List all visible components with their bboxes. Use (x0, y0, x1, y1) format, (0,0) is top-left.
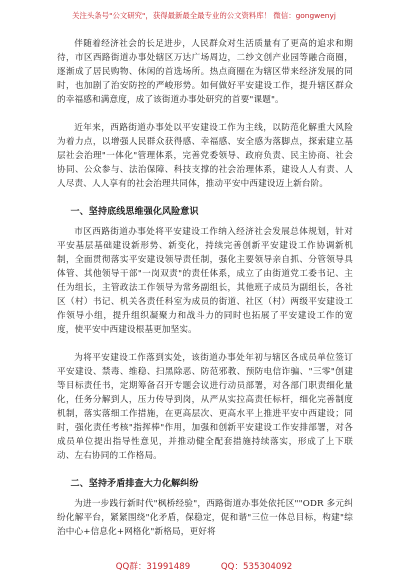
intro-paragraph: 伴随着经济社会的长足进步，人民群众对生活质量有了更高的追求和期待，市区西路街道办事处辖区万达广场周边，二纱文创产业园等融合商圈，逐渐成了居民购物、休闲的首选场所。热点商圈在为辖区带来经济发展的同时，也加剧了治安防控的严峻形势。如何做好平安建设工作，提升辖区群众的幸福感和满意度，成了该街道办事处研究的首要"课题"。 (57, 39, 353, 105)
footer-contact (0, 560, 408, 572)
overview-paragraph: 近年来，西路街道办事处以平安建设工作为主线，以防范化解重大风险为着力点，以增强人民群众获得感、幸福感、安全感为落脚点，探索建立基层社会治理"一体化"管理体系，完善党委领导、政府负责、民主协商、社会协同、公众参与、法治保障、科技支撑的社会治理体系，建设人人有责、人人尽责、人人享有的社会治理共同体，推动平安中西建设迈上新台阶。 (57, 123, 353, 189)
qq-number: QQ：535304092 (220, 562, 293, 572)
document-body (57, 37, 353, 539)
section-heading-2: 二、坚持矛盾排查大力化解纠纷 (70, 479, 199, 489)
banner-notice: 关注头条号"公文研究"，获得最新最全最专业的公文资料库！ 微信：gongwenyj (72, 11, 336, 20)
section-heading-1: 一、坚持底线思维强化风险意识 (70, 207, 199, 217)
section1-paragraph-1: 市区西路街道办事处将平安建设工作纳入经济社会发展总体规划，针对平安基层基础建设新形势、新变化，持续完善创新平安建设工作协调新机制，全面贯彻落实平安建设领导责任制，强化主要领导亲自抓、分管领导具体管、其他领导干部"一岗双责"的责任体系，成立了由街道党工委书记、主任为组长，主管政法工作领导为常务副组长，其他班子成员为副组长，各社区（村）书记、机关各责任科室为成员的街道、社区（村）两级平安建设工作领导小组，提升组织凝聚力和战斗力的同时也拓展了平安建设工作的宽度，使平安中西建设根基更加坚实。 (57, 227, 353, 335)
section1-paragraph-2: 为将平安建设工作落到实处，该街道办事处年初与辖区各成员单位签订平安建设、禁毒、维稳、扫黑除恶、防范邪教、预防电信诈骗、"三零"创建等目标责任书，定期筹备召开专题会议进行动员部署，对各部门职责细化量化，任务分解到人，压力传导到岗，从严从实拉高责任标杆，细化完善制度机制，落实落细工作措施，在更高层次、更高水平上推进平安中西建设；同时，强化责任考核"指挥棒"作用，加强和创新平安建设工作安排部署，对各成员单位提出指导性意见，并推动健全配套措施持续落实，形成了上下联动、左右协同的工作格局。 (57, 353, 353, 461)
section2-paragraph-1: 为进一步践行新时代"枫桥经验"，西路街道办事处依托区""ODR 多元纠纷化解平台，紧紧围绕"化矛盾，保稳定，促和谐"三位一体总目标，构建"综治中心+信息化+网格化"新格局，更好将 (57, 499, 353, 537)
qq-group: QQ群：31991489 (115, 562, 191, 572)
